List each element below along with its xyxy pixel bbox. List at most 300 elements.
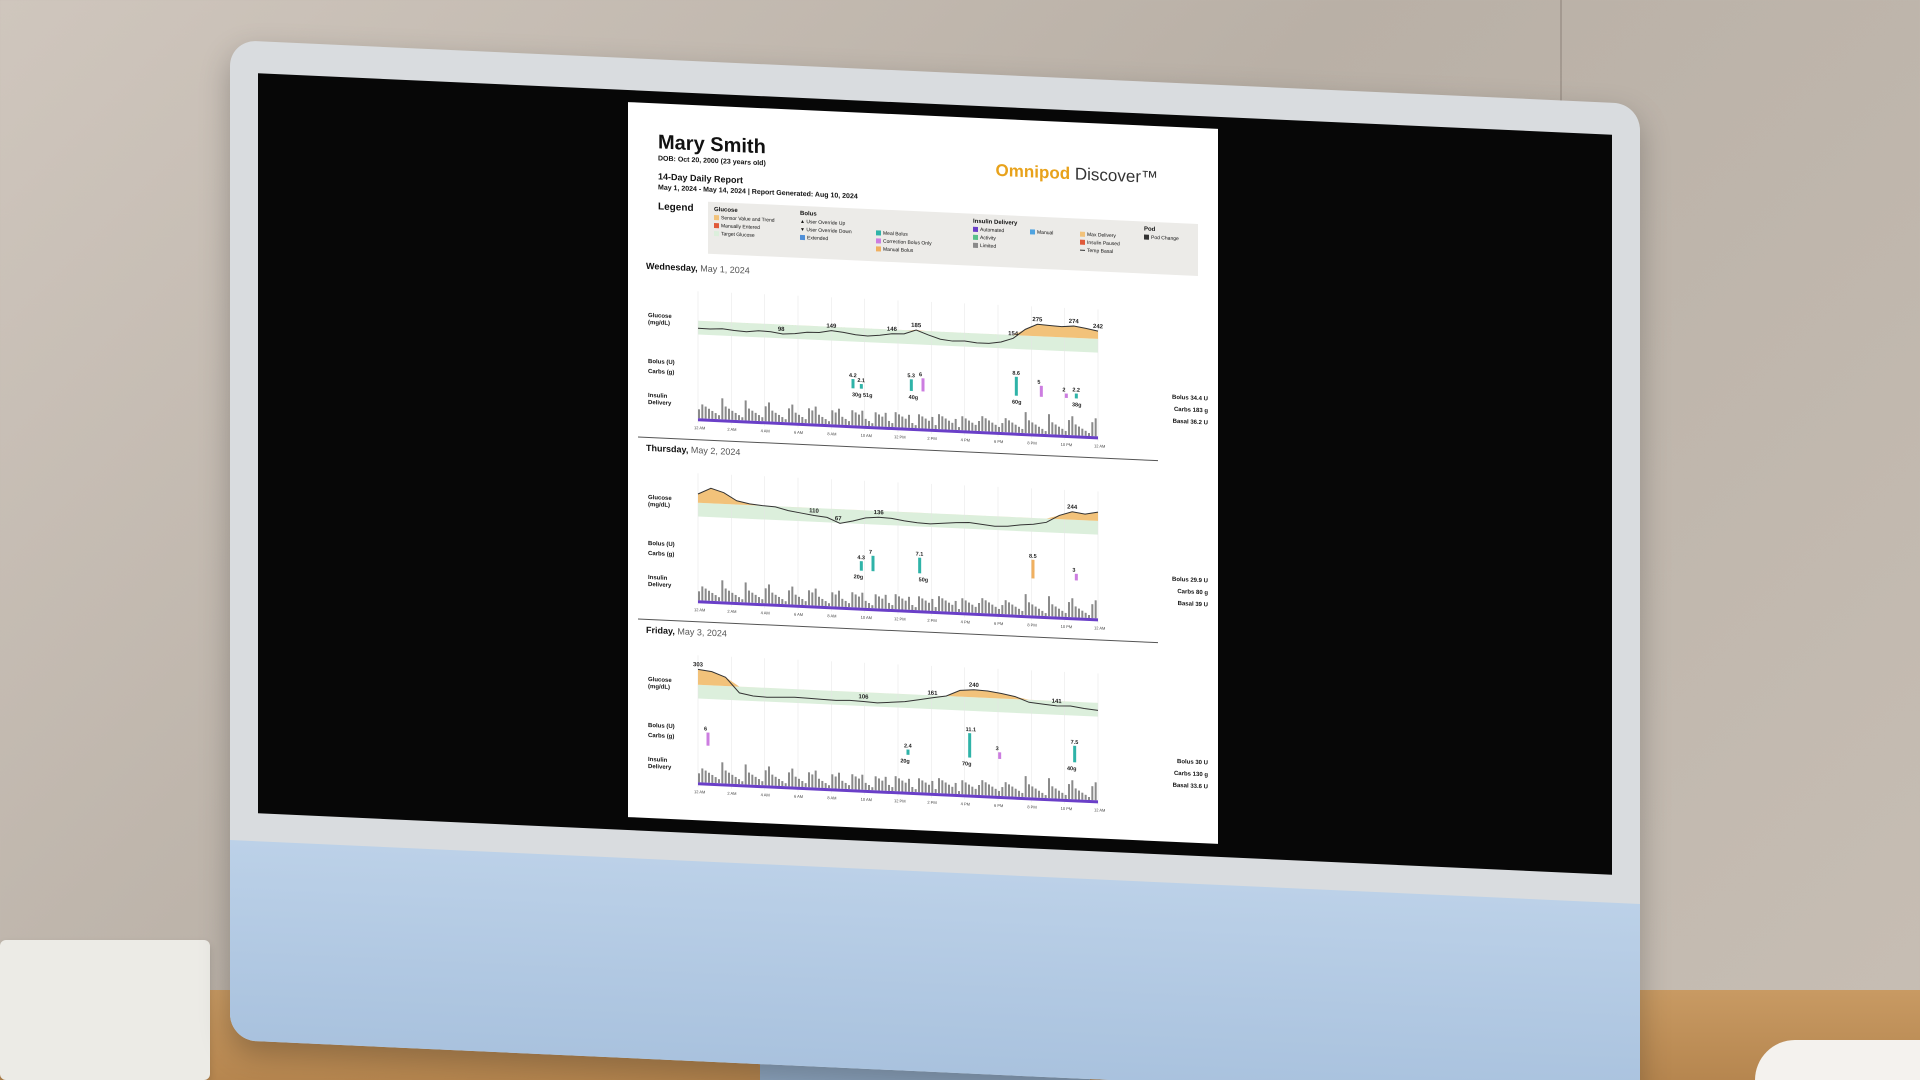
- delivery-bar: [838, 409, 840, 425]
- bolus-value-label: 4.3: [857, 555, 865, 562]
- bolus-bar: [860, 384, 863, 389]
- delivery-bar: [828, 421, 830, 424]
- delivery-bar: [765, 770, 767, 785]
- delivery-bar: [968, 785, 970, 795]
- delivery-bar: [751, 775, 753, 785]
- glucose-unit-text: (mg/dL): [648, 683, 670, 691]
- delivery-bar: [958, 609, 960, 612]
- delivery-bar: [701, 768, 703, 782]
- delivery-bar: [1061, 611, 1063, 617]
- time-tick-label: 10 AM: [860, 614, 873, 621]
- delivery-bar: [988, 420, 990, 431]
- delivery-bar: [1051, 604, 1053, 616]
- delivery-bar: [735, 413, 737, 420]
- legend-label: User Override Down: [806, 227, 852, 236]
- delivery-bar: [705, 589, 707, 601]
- bolus-value-label: 7.5: [1070, 739, 1079, 747]
- delivery-bar: [1085, 795, 1087, 800]
- delivery-bar: [975, 607, 977, 613]
- delivery-bar: [1011, 604, 1013, 614]
- bolus-value-label: 8.5: [1029, 553, 1037, 560]
- delivery-bar: [1038, 609, 1040, 616]
- bolus-bar: [968, 733, 971, 758]
- delivery-bar: [951, 605, 953, 612]
- legend-label: Sensor Value and Trend: [721, 215, 775, 224]
- time-tick-label: 2 PM: [927, 799, 937, 806]
- delivery-bar: [845, 601, 847, 607]
- patient-dob: DOB: Oct 20, 2000 (23 years old): [658, 155, 766, 168]
- delivery-bar: [985, 782, 987, 795]
- delivery-bar: [875, 412, 877, 426]
- delivery-bar: [955, 601, 957, 612]
- desk-tray: [0, 940, 210, 1080]
- delivery-bar: [928, 785, 930, 793]
- delivery-bar: [795, 595, 797, 605]
- delivery-bar: [868, 603, 870, 608]
- delivery-bar: [901, 780, 903, 791]
- delivery-bar: [1061, 429, 1063, 435]
- delivery-bar: [781, 599, 783, 604]
- delivery-bar: [1001, 423, 1003, 432]
- bolus-value-label: 8.6: [1012, 370, 1020, 377]
- delivery-bar: [975, 789, 977, 795]
- delivery-bar: [878, 778, 880, 790]
- delivery-bar: [755, 413, 757, 421]
- delivery-bar: [731, 775, 733, 784]
- delivery-bar: [948, 785, 950, 794]
- delivery-bar: [915, 607, 917, 610]
- delivery-bar: [888, 603, 890, 609]
- delivery-bar: [725, 588, 727, 601]
- bolus-value-label: 6: [704, 726, 708, 733]
- override-up-icon: ▲: [800, 218, 807, 226]
- delivery-bar: [745, 582, 747, 602]
- glucose-value-label: 106: [858, 694, 869, 701]
- delivery-bar: [741, 417, 743, 420]
- delivery-bar: [955, 419, 957, 430]
- report-date-range: May 1, 2024 - May 14, 2024 | Report Generated: Aug 10, 2024: [658, 184, 858, 201]
- delivery-bar: [755, 777, 757, 785]
- delivery-bar: [968, 603, 970, 613]
- paused-swatch: [1080, 240, 1085, 245]
- carbs-unit-text: (g): [666, 733, 675, 741]
- delivery-bar: [821, 781, 823, 788]
- delivery-bar: [728, 591, 730, 602]
- delivery-bar: [995, 607, 997, 614]
- delivery-bar: [1058, 609, 1060, 617]
- delivery-bar: [731, 411, 733, 420]
- delivery-bar: [1008, 784, 1010, 796]
- delivery-bar: [1008, 420, 1010, 432]
- delivery-bar: [745, 400, 747, 420]
- delivery-bar: [891, 423, 893, 427]
- delivery-bar: [1035, 789, 1037, 798]
- delivery-bar: [748, 591, 750, 603]
- daily-report-page[interactable]: [628, 102, 1218, 844]
- insulin-label-text: Insulin: [648, 756, 668, 764]
- delivery-bar: [1075, 788, 1077, 799]
- delivery-bar: [978, 603, 980, 613]
- legend-label: Manual: [1037, 229, 1054, 237]
- delivery-bar: [861, 593, 863, 608]
- carbs-unit-text: (g): [666, 369, 675, 377]
- manual-swatch: [1030, 229, 1035, 234]
- delivery-bar: [1018, 427, 1020, 433]
- legend-bolus-types: [876, 229, 932, 256]
- delivery-bar: [1018, 609, 1020, 615]
- delivery-bar: [991, 787, 993, 796]
- time-tick-label: 4 PM: [960, 437, 971, 443]
- time-tick-label: 4 AM: [760, 610, 770, 616]
- delivery-bar: [911, 787, 913, 792]
- carbs-value-label: 38g: [1072, 402, 1082, 409]
- delivery-bar: [728, 409, 730, 420]
- legend: [708, 202, 1198, 276]
- basal-total: Basal 33.6 U: [1172, 782, 1208, 791]
- delivery-bar: [988, 602, 990, 613]
- delivery-bar: [1038, 791, 1040, 798]
- legend-heading: Pod: [1144, 226, 1156, 234]
- delivery-bar: [775, 595, 777, 604]
- bolus-label-text: Bolus: [648, 540, 665, 548]
- delivery-bar: [878, 414, 880, 426]
- delivery-bar: [1078, 427, 1080, 436]
- glucose-value-label: 149: [826, 323, 837, 330]
- delivery-bar: [848, 785, 850, 789]
- delivery-bar: [901, 416, 903, 427]
- delivery-bar: [1068, 602, 1070, 617]
- delivery-bar: [705, 771, 707, 783]
- legend-glucose: [714, 206, 775, 241]
- delivery-bar: [708, 591, 710, 601]
- delivery-bar: [1085, 613, 1087, 618]
- bolus-bar: [1015, 377, 1018, 396]
- delivery-bar: [1031, 786, 1033, 797]
- time-tick-label: 10 PM: [1060, 441, 1073, 448]
- delivery-bar: [1028, 420, 1030, 433]
- delivery-bar: [721, 398, 723, 419]
- delivery-bar: [1005, 418, 1007, 432]
- delivery-bar: [968, 421, 970, 431]
- delivery-bar: [915, 789, 917, 792]
- delivery-bar: [991, 423, 993, 432]
- basal-total: Basal 36.2 U: [1172, 418, 1208, 427]
- legend-insulin-more: [1030, 228, 1053, 237]
- delivery-bar: [818, 779, 820, 788]
- delivery-bar: [791, 586, 793, 604]
- delivery-bar: [1005, 782, 1007, 796]
- carbs-value-label: 30g 51g: [852, 392, 873, 400]
- delivery-bar: [895, 594, 897, 609]
- delivery-bar: [921, 780, 923, 792]
- legend-heading: Insulin Delivery: [973, 218, 1018, 227]
- patient-name: Mary Smith: [658, 131, 766, 159]
- bolus-value-label: 11.1: [965, 726, 977, 734]
- delivery-bar: [911, 605, 913, 610]
- legend-label: Manually Entered: [721, 223, 760, 232]
- delivery-bar: [771, 593, 773, 604]
- delivery-bar: [1018, 791, 1020, 797]
- delivery-bar: [725, 406, 727, 419]
- delivery-bar: [791, 404, 793, 422]
- delivery-bar: [801, 417, 803, 423]
- delivery-bar: [771, 775, 773, 786]
- delivery-bar: [745, 764, 747, 784]
- time-tick-label: 12 AM: [694, 789, 706, 795]
- carbs-value-label: 20g: [900, 758, 910, 765]
- delivery-bar: [751, 411, 753, 421]
- delivery-bar: [1048, 778, 1050, 798]
- delivery-bar: [818, 415, 820, 424]
- delivery-bar: [1095, 418, 1097, 436]
- delivery-bar: [761, 781, 763, 785]
- glucose-value-label: 240: [968, 682, 979, 690]
- delivery-bar: [998, 427, 1000, 432]
- delivery-bar: [1071, 598, 1073, 617]
- delivery-bar: [831, 774, 833, 788]
- bolus-bar: [852, 379, 855, 388]
- delivery-bar: [1045, 431, 1047, 434]
- delivery-bar: [861, 411, 863, 426]
- delivery-bar: [871, 605, 873, 608]
- delivery-bar: [1061, 793, 1063, 799]
- time-tick-label: 8 AM: [827, 795, 837, 801]
- delivery-bar: [1038, 427, 1040, 434]
- delivery-bar: [835, 594, 837, 606]
- glucose-unit-text: (mg/dL): [648, 319, 670, 327]
- delivery-bar: [855, 594, 857, 607]
- delivery-bar: [1045, 613, 1047, 616]
- carbs-value-label: 50g: [918, 577, 929, 584]
- legend-item: [1030, 228, 1053, 237]
- delivery-bar: [865, 783, 867, 790]
- delivery-bar: [851, 592, 853, 607]
- delivery-bar: [961, 598, 963, 612]
- day-section: [638, 625, 1208, 841]
- delivery-bar: [1041, 429, 1043, 434]
- delivery-bar: [898, 596, 900, 609]
- legend-label: Max Delivery: [1087, 231, 1116, 240]
- delivery-bar: [1091, 604, 1093, 618]
- delivery-bar: [855, 776, 857, 789]
- delivery-bar: [755, 595, 757, 603]
- delivery-bar: [1088, 615, 1090, 618]
- delivery-bar: [931, 417, 933, 429]
- delivery-bar: [865, 601, 867, 608]
- delivery-bar: [798, 597, 800, 605]
- delivery-bar: [918, 414, 920, 428]
- time-tick-label: 4 PM: [960, 801, 971, 807]
- delivery-bar: [788, 590, 790, 604]
- bolus-bar: [1073, 746, 1076, 763]
- legend-title: Legend: [658, 201, 694, 215]
- delivery-bar: [698, 409, 700, 418]
- day-weekday: Friday,: [646, 624, 675, 637]
- carbs-value-label: 40g: [1067, 766, 1077, 773]
- delivery-bar: [775, 413, 777, 422]
- delivery-bar: [778, 779, 780, 786]
- delivery-bar: [1091, 786, 1093, 800]
- delivery-bar: [1068, 420, 1070, 435]
- delivery-bar: [765, 588, 767, 603]
- delivery-bar: [798, 779, 800, 787]
- delivery-bar: [951, 423, 953, 430]
- delivery-bar: [1035, 425, 1037, 434]
- delivery-bar: [811, 592, 813, 605]
- delivery-bar: [801, 599, 803, 605]
- time-tick-label: 8 PM: [1027, 804, 1037, 810]
- delivery-bar: [988, 784, 990, 795]
- activity-swatch: [973, 235, 978, 240]
- sensor-swatch: [714, 215, 719, 220]
- delivery-bar: [705, 407, 707, 419]
- max-delivery-swatch: [1080, 232, 1085, 237]
- delivery-bar: [885, 413, 887, 427]
- bolus-bar: [922, 378, 925, 391]
- bolus-bar: [910, 379, 913, 391]
- delivery-bar: [1071, 780, 1073, 799]
- delivery-bar: [1081, 611, 1083, 618]
- insulin-label-text: Insulin: [648, 392, 668, 400]
- delivery-bar: [715, 413, 717, 419]
- delivery-bar: [998, 791, 1000, 796]
- delivery-bar: [938, 778, 940, 793]
- legend-pod: [1144, 226, 1179, 244]
- time-tick-label: 6 PM: [994, 802, 1004, 809]
- delivery-bar: [781, 417, 783, 422]
- delivery-bar: [948, 603, 950, 612]
- time-tick-label: 12 AM: [1094, 443, 1106, 449]
- time-tick-label: 10 PM: [1060, 623, 1073, 630]
- delivery-bar: [835, 412, 837, 424]
- delivery-bar: [1081, 793, 1083, 800]
- delivery-bar: [941, 416, 943, 429]
- legend-label: Activity: [980, 235, 996, 242]
- delivery-bar: [1008, 602, 1010, 614]
- limited-swatch: [973, 243, 978, 248]
- delivery-bar: [875, 594, 877, 608]
- temp-basal-swatch: [1080, 250, 1085, 251]
- carbs-total: Carbs 80 g: [1177, 589, 1208, 597]
- glucose-value-label: 110: [809, 508, 819, 515]
- delivery-bar: [758, 779, 760, 785]
- correction-bolus-swatch: [876, 239, 881, 244]
- delivery-bar: [721, 580, 723, 601]
- delivery-bar: [1015, 425, 1017, 433]
- delivery-bar: [1015, 789, 1017, 797]
- delivery-bar: [1065, 431, 1067, 435]
- delivery-bar: [991, 605, 993, 614]
- delivery-bar: [958, 427, 960, 430]
- delivery-bar: [931, 599, 933, 611]
- delivery-bar: [848, 603, 850, 607]
- legend-item: [973, 242, 1017, 252]
- bolus-value-label: 5: [1037, 379, 1041, 386]
- automated-swatch: [973, 227, 978, 232]
- delivery-label-text: Delivery: [648, 581, 672, 590]
- delivery-bar: [718, 597, 720, 601]
- delivery-bar: [841, 599, 843, 607]
- delivery-bar: [938, 596, 940, 611]
- delivery-bar: [758, 415, 760, 421]
- bolus-bar: [1075, 574, 1078, 581]
- delivery-bar: [748, 409, 750, 421]
- carbs-value-label: 40g: [908, 394, 919, 402]
- day-weekday: Thursday,: [646, 442, 689, 455]
- bolus-value-label: 2: [1062, 387, 1066, 394]
- delivery-bar: [741, 781, 743, 784]
- legend-heading: Glucose: [714, 206, 738, 215]
- delivery-bar: [935, 425, 937, 429]
- delivery-bar: [718, 779, 720, 783]
- delivery-bar: [805, 783, 807, 787]
- delivery-bar: [715, 777, 717, 783]
- delivery-bar: [881, 599, 883, 609]
- delivery-bar: [825, 601, 827, 606]
- bolus-value-label: 5.3: [907, 373, 915, 380]
- delivery-bar: [831, 410, 833, 424]
- day-date: May 2, 2024: [690, 444, 741, 458]
- delivery-bar: [918, 778, 920, 792]
- delivery-bar: [1028, 602, 1030, 615]
- manual-entry-swatch: [714, 223, 719, 228]
- delivery-bar: [911, 423, 913, 428]
- delivery-bar: [1025, 594, 1027, 615]
- time-tick-label: 12 AM: [1094, 807, 1106, 813]
- override-down-icon: ▼: [800, 226, 807, 234]
- legend-label: Automated: [980, 227, 1005, 235]
- legend-label: Limited: [980, 243, 997, 250]
- delivery-bar: [785, 419, 787, 422]
- delivery-bar: [985, 418, 987, 431]
- delivery-bar: [961, 780, 963, 794]
- delivery-bar: [995, 789, 997, 796]
- delivery-bar: [808, 590, 810, 605]
- delivery-bar: [781, 781, 783, 786]
- bolus-bar: [1040, 386, 1043, 397]
- delivery-bar: [828, 603, 830, 606]
- delivery-bar: [808, 408, 810, 423]
- delivery-bar: [771, 411, 773, 422]
- delivery-bar: [798, 415, 800, 423]
- legend-label: Extended: [807, 235, 829, 243]
- delivery-bar: [1001, 605, 1003, 614]
- delivery-bar: [768, 584, 770, 603]
- delivery-bar: [791, 768, 793, 786]
- glucose-value-label: 154: [1008, 331, 1019, 338]
- basal-total: Basal 39 U: [1177, 601, 1208, 609]
- delivery-bar: [1055, 424, 1057, 434]
- delivery-bar: [731, 593, 733, 602]
- delivery-bar: [925, 783, 927, 793]
- delivery-bar: [778, 415, 780, 422]
- delivery-bar: [801, 781, 803, 787]
- legend-label: User Override Up: [806, 219, 846, 227]
- delivery-bar: [701, 404, 703, 418]
- day-section: [638, 261, 1208, 477]
- delivery-bar: [945, 600, 947, 611]
- delivery-bar: [895, 412, 897, 427]
- time-tick-label: 2 AM: [727, 790, 737, 796]
- bolus-total: Bolus 29.9 U: [1171, 576, 1208, 585]
- delivery-bar: [765, 406, 767, 421]
- time-tick-label: 8 PM: [1027, 622, 1037, 628]
- time-tick-label: 12 AM: [694, 607, 706, 613]
- bolus-bar: [872, 556, 875, 572]
- glucose-value-label: 146: [886, 326, 897, 334]
- carbs-total: Carbs 183 g: [1173, 406, 1208, 415]
- delivery-bar: [725, 770, 727, 783]
